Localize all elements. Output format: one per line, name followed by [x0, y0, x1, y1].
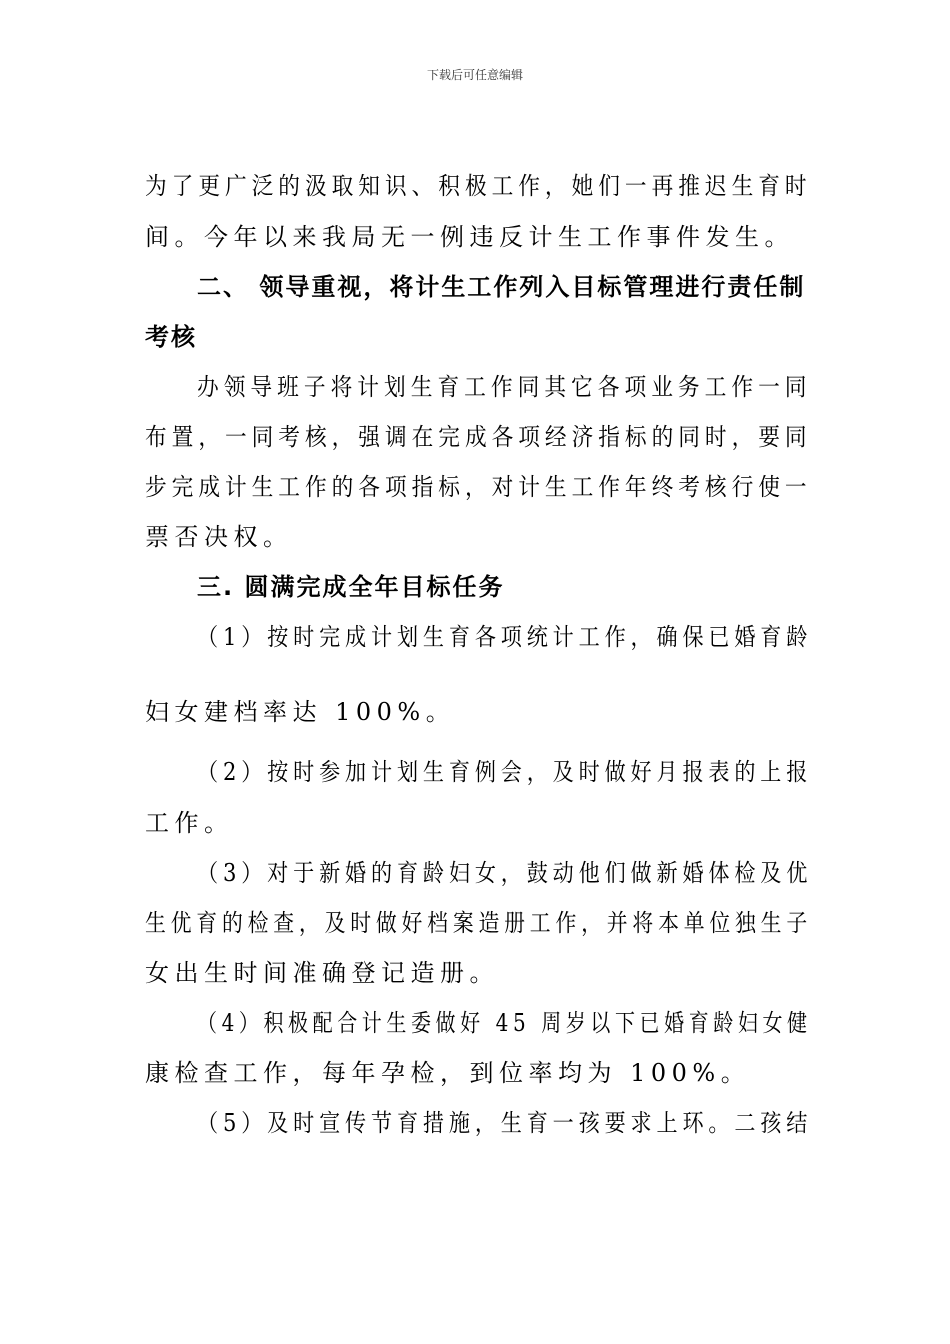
list-item-1-continued: 妇女建档率达 100%。 [145, 698, 456, 726]
paragraph-line: 步完成计生工作的各项指标，对计生工作年终考核行使一 [145, 473, 812, 501]
list-item-2-continued: 工作。 [145, 809, 234, 837]
list-item-2: （2）按时参加计划生育例会，及时做好月报表的上报 [197, 758, 813, 786]
list-item-3: （3）对于新婚的育龄妇女，鼓动他们做新婚体检及优 [197, 859, 813, 887]
list-item-3-continued: 生优育的检查，及时做好档案造册工作，并将本单位独生子 [145, 909, 812, 937]
paragraph-line: 间。今年以来我局无一例违反计生工作事件发生。 [145, 223, 794, 251]
section-heading-3: 三. 圆满完成全年目标任务 [197, 573, 505, 601]
paragraph-line: 为了更广泛的汲取知识、积极工作，她们一再推迟生育时 [145, 172, 812, 200]
paragraph-line: 票否决权。 [145, 523, 293, 551]
section-heading-2-continued: 考核 [145, 323, 197, 351]
list-item-4-continued: 康检查工作，每年孕检，到位率均为 100%。 [145, 1059, 751, 1087]
page-header: 下载后可任意编辑 [426, 68, 523, 82]
list-item-5: （5）及时宣传节育措施，生育一孩要求上环。二孩结 [197, 1109, 813, 1137]
section-heading-2: 二、 领导重视，将计生工作列入目标管理进行责任制 [197, 273, 806, 301]
list-item-1: （1）按时完成计划生育各项统计工作，确保已婚育龄 [197, 623, 813, 651]
paragraph-line: 布置，一同考核，强调在完成各项经济指标的同时，要同 [145, 423, 812, 451]
list-item-3-continued: 女出生时间准确登记造册。 [145, 959, 499, 987]
paragraph-line: 办领导班子将计划生育工作同其它各项业务工作一同 [197, 373, 812, 401]
list-item-4: （4）积极配合计生委做好 45 周岁以下已婚育龄妇女健 [197, 1009, 812, 1037]
